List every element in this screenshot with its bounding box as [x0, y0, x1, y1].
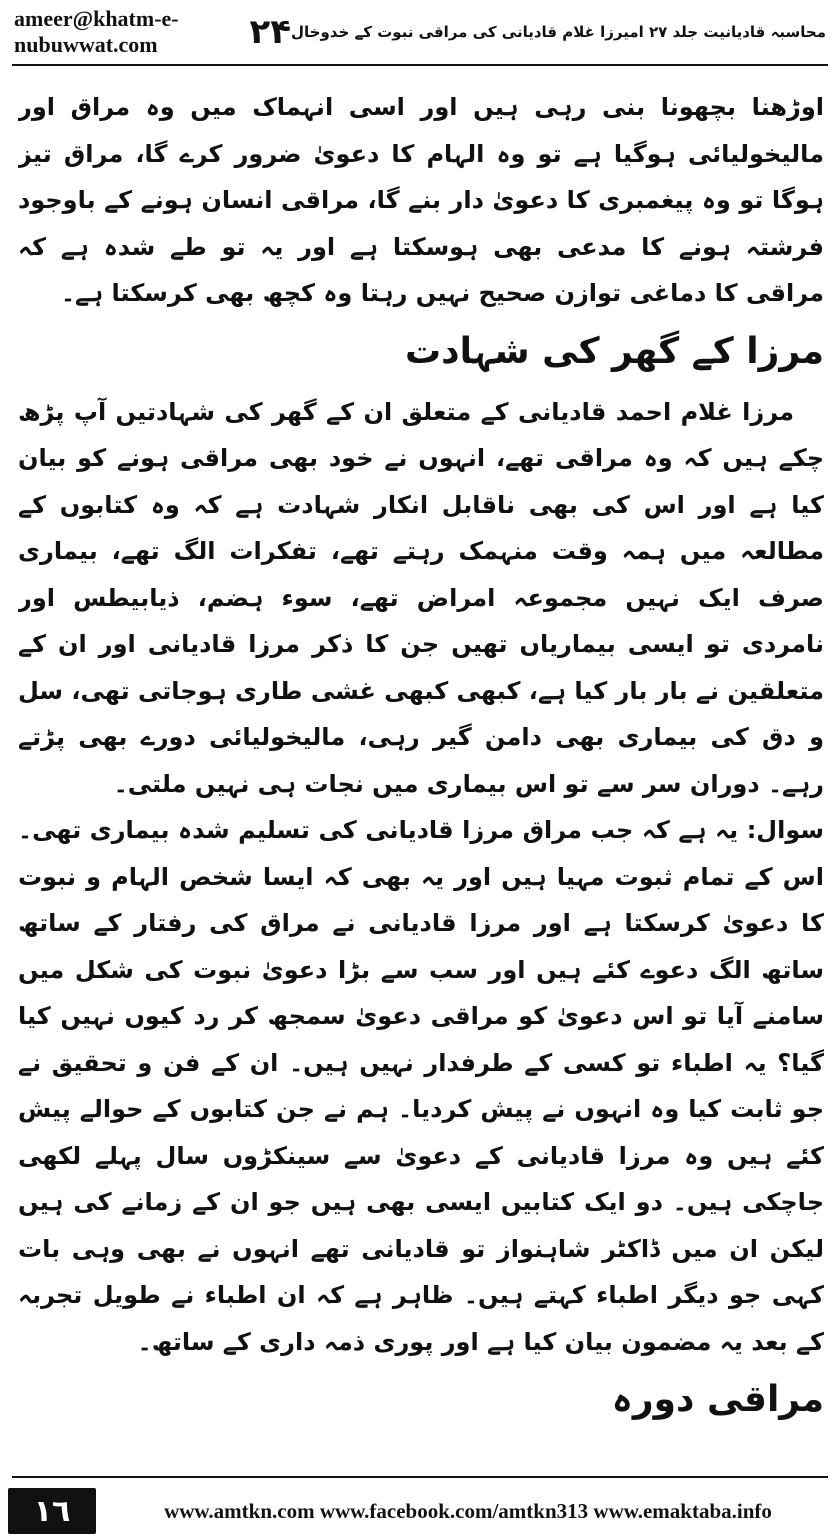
page-footer [0, 1482, 840, 1540]
body-paragraph-2: مرزا غلام احمد قادیانی کے متعلق ان کے گھر کی شہادتیں آپ پڑھ چکے ہیں کہ وہ مراقی تھے، انہوں نے خود بھی مراقی ہونے کو بیان کیا ہے اور اس کی بھی ناقابل انکار شہادت ہے کہ وہ کتابوں کے مطالعہ میں ہمہ وقت منہمک رہتے تھے، تفکرات الگ تھے، بیماری صرف ایک نہیں مجموعہ امراض تھے، سوء ہضم، ذیابیطس اور نامردی تو ایسی بیماریاں تھیں جن کا ذکر مرزا قادیانی اور ان کے متعلقین نے بار بار کیا ہے، کبھی کبھی غشی طاری ہوجاتی تھی، سل و دق کی بیماری بھی دامن گیر رہی، مالیخولیائی دورے بھی پڑتے رہے۔ دوران سر سے تو اس بیماری میں نجات ہی نہیں ملتی۔ [18, 397, 824, 798]
footer-rule [12, 1476, 828, 1478]
section-heading-house-testimony: مرزا کے گھر کی شہادت [404, 330, 824, 372]
body-paragraph-4 [18, 1437, 824, 1444]
header-page-number: ۲۴ [249, 12, 292, 52]
header-running-title: محاسبہ قادیانیت جلد ۲۷ امیرزا غلام قادیانی کی مراقی نبوت کے خدوخال [291, 23, 826, 41]
footer-links[interactable]: www.amtkn.com www.facebook.com/amtkn313 www.emaktaba.info [164, 1498, 772, 1523]
section-heading-maraqi-daura: مراقی دورہ [611, 1379, 824, 1420]
header-email[interactable]: ameer@khatm-e-nubuwwat.com [14, 6, 179, 57]
footer-page-number: ١٦ [8, 1488, 96, 1534]
header-rule [12, 64, 828, 66]
body-paragraph-1: اوڑھنا بچھونا بنی رہی ہیں اور اسی انہماک میں وہ مراق اور مالیخولیائی ہوگیا ہے تو وہ الہام کا دعویٰ ضرور کرے گا، مراق تیز ہوگا تو وہ پیغمبری کا دعویٰ دار بنے گا، مراقی انسان ہونے کے باوجود فرشتہ ہونے کا مدعی بھی ہوسکتا ہے اور یہ تو طے شدہ ہے کہ مراقی کا دماغی توازن صحیح نہیں رہتا وہ کچھ بھی کرسکتا ہے۔ [18, 93, 824, 307]
page-body [18, 84, 824, 1444]
page-header [0, 0, 840, 64]
body-paragraph-3: سوال: یہ ہے کہ جب مراق مرزا قادیانی کی تسلیم شدہ بیماری تھی۔ اس کے تمام ثبوت مہیا ہیں اور یہ بھی کہ ایسا شخص الہام و نبوت کا دعویٰ کرسکتا ہے اور مرزا قادیانی نے مراق کی رفتار کے ساتھ ساتھ الگ دعوے کئے ہیں اور سب سے بڑا دعویٰ نبوت کی شکل میں سامنے آیا تو اس دعویٰ کو مراقی دعویٰ سمجھ کر رد کیوں نہیں کیا گیا؟ یہ اطباء تو کسی کے طرفدار نہیں ہیں۔ ان کے فن و تحقیق نے جو ثابت کیا وہ انہوں نے پیش کردیا۔ ہم نے جن کتابوں کے حوالے پیش کئے ہیں وہ مرزا قادیانی کے دعویٰ سے سینکڑوں سال پہلے لکھی جاچکی ہیں۔ دو ایک کتابیں ایسی بھی ہیں جو ان کے زمانے کی ہیں لیکن ان میں ڈاکٹر شاہنواز تو قادیانی تھے انہوں نے بھی وہی بات کہی جو دیگر اطباء کہتے ہیں۔ ظاہر ہے کہ ان اطباء نے طویل تجربہ کے بعد یہ مضمون بیان کیا ہے اور پوری ذمہ داری کے ساتھ۔ [18, 816, 824, 1356]
